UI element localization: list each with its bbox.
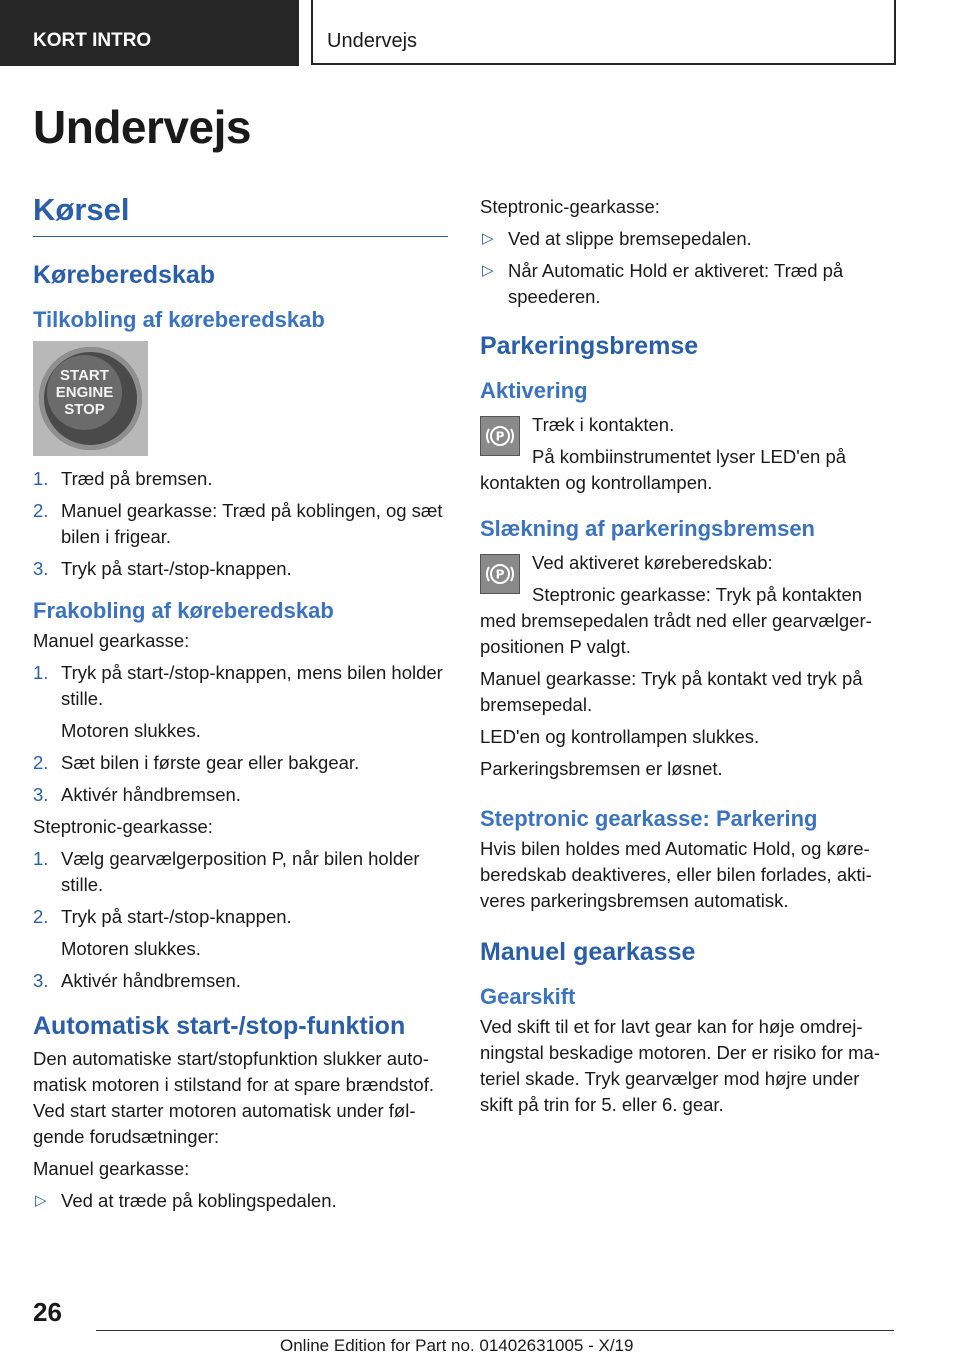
bullet-text: Ved at slippe bremsepedalen. bbox=[508, 228, 752, 249]
step-number: 3. bbox=[33, 558, 49, 579]
heading-tilkobling: Tilkobling af køreberedskab bbox=[33, 307, 325, 332]
step-number: 3. bbox=[33, 970, 49, 991]
heading-frakobling: Frakobling af køreberedskab bbox=[33, 598, 334, 623]
parking-brake-symbol bbox=[485, 421, 515, 451]
list-item bbox=[480, 258, 895, 310]
step-number: 2. bbox=[33, 752, 49, 773]
slaekning-p2: Steptronic gearkasse: Tryk på kontakten med bremsepedalen trådt ned eller gearvælgerpositionen P valgt. bbox=[480, 584, 872, 657]
triangle-bullet-icon: ▷ bbox=[482, 262, 494, 279]
steptronic-label-right: Steptronic-gearkasse: bbox=[480, 196, 660, 217]
step-number: 1. bbox=[33, 848, 49, 869]
list-item bbox=[33, 846, 448, 898]
step-text: Vælg gearvælgerposition P, når bilen holder stille. bbox=[61, 848, 420, 895]
aktivering-p2: På kombiinstrumentet lyser LED'en på kontakten og kontrollampen. bbox=[480, 446, 847, 493]
step-number: 2. bbox=[33, 906, 49, 927]
manuel-label: Manuel gearkasse: bbox=[33, 630, 190, 651]
heading-steptronic-parkering: Steptronic gearkasse: Parkering bbox=[480, 806, 818, 831]
slaekning-p4: LED'en og kontrollampen slukkes. bbox=[480, 726, 760, 747]
manuel-label-2: Manuel gearkasse: bbox=[33, 1158, 190, 1179]
bullet-text: Ved at træde på koblingspedalen. bbox=[61, 1190, 337, 1211]
slaekning-p1: Ved aktiveret køreberedskab: bbox=[532, 552, 773, 573]
triangle-bullet-icon: ▷ bbox=[35, 1192, 47, 1209]
tilkobling-steps bbox=[33, 466, 448, 582]
frakobling-manuel-steps bbox=[33, 660, 448, 808]
list-item bbox=[33, 498, 448, 550]
button-label-start: START bbox=[60, 367, 109, 384]
heading-slaekning: Slækning af parkeringsbremsen bbox=[480, 516, 815, 541]
svg-text:P: P bbox=[495, 567, 505, 582]
step-number: 2. bbox=[33, 500, 49, 521]
heading-aktivering: Aktivering bbox=[480, 378, 588, 403]
gearskift-paragraph: Ved skift til et for lavt gear kan for høje omdrejningstal beskadige motoren. Der er risiko for materiel skade. Tryk gearvælger mod højre under skift på trin for 5. eller 6. gear. bbox=[480, 1016, 880, 1115]
parking-brake-symbol bbox=[485, 559, 515, 589]
list-item bbox=[33, 466, 448, 492]
step-text: Manuel gearkasse: Træd på koblingen, og sæt bilen i frigear. bbox=[61, 500, 443, 547]
autostart-paragraph: Den automatiske start/stopfunktion slukker automatisk motoren i stilstand for at spare brændstof. Ved start starter motoren automatisk under følgende forudsætninger: bbox=[33, 1048, 435, 1147]
right-column bbox=[480, 194, 895, 1124]
list-item bbox=[33, 750, 448, 776]
page-title: Undervejs bbox=[33, 101, 251, 153]
bullet-text: Når Automatic Hold er aktiveret: Træd på speederen. bbox=[508, 260, 844, 307]
slaekning-p3: Manuel gearkasse: Tryk på kontakt ved tryk på bremsepedal. bbox=[480, 668, 863, 715]
step-subtext: Motoren slukkes. bbox=[61, 720, 201, 741]
list-item bbox=[33, 968, 448, 994]
page-number: 26 bbox=[33, 1297, 62, 1327]
step-number: 3. bbox=[33, 784, 49, 805]
step-number: 1. bbox=[33, 662, 49, 683]
frakobling-steptronic-steps bbox=[33, 846, 448, 994]
list-item bbox=[33, 660, 448, 744]
step-text: Tryk på start-/stop-knappen. bbox=[61, 558, 292, 579]
step-text: Tryk på start-/stop-knappen, mens bilen holder stille. bbox=[61, 662, 443, 709]
button-label-engine: ENGINE bbox=[55, 384, 114, 401]
heading-parkeringsbremse: Parkeringsbremse bbox=[480, 332, 699, 360]
heading-koreberedskab: Køreberedskab bbox=[33, 261, 216, 289]
steptronic-parkering-paragraph: Hvis bilen holdes med Automatic Hold, og køreberedskab deaktiveres, eller bilen forlades, aktiveres parkeringsbremsen automatisk. bbox=[480, 838, 872, 911]
triangle-bullet-icon: ▷ bbox=[482, 230, 494, 247]
footer-divider bbox=[96, 1330, 894, 1331]
heading-manuel-gearkasse: Manuel gearkasse bbox=[480, 938, 696, 966]
step-text: Træd på bremsen. bbox=[61, 468, 213, 489]
list-item bbox=[33, 782, 448, 808]
parking-brake-icon bbox=[480, 554, 520, 594]
aktivering-p1: Træk i kontakten. bbox=[532, 414, 675, 435]
aktivering-block bbox=[480, 412, 895, 496]
step-subtext: Motoren slukkes. bbox=[61, 938, 201, 959]
step-text: Sæt bilen i første gear eller bakgear. bbox=[61, 752, 360, 773]
step-text: Aktivér håndbremsen. bbox=[61, 784, 241, 805]
list-item bbox=[33, 556, 448, 582]
list-item bbox=[480, 226, 895, 252]
list-item bbox=[33, 1188, 448, 1214]
heading-gearskift: Gearskift bbox=[480, 984, 576, 1009]
parking-brake-icon bbox=[480, 416, 520, 456]
step-text: Aktivér håndbremsen. bbox=[61, 970, 241, 991]
section-heading-korsel: Kørsel bbox=[33, 192, 130, 227]
slaekning-block bbox=[480, 550, 895, 660]
heading-autostart: Automatisk start-/stop-funktion bbox=[33, 1012, 406, 1040]
manuel-bullets bbox=[33, 1188, 448, 1214]
button-label-stop: STOP bbox=[64, 401, 105, 418]
section-heading-korsel-wrap bbox=[33, 190, 448, 237]
steptronic-label: Steptronic-gearkasse: bbox=[33, 816, 213, 837]
steptronic-bullets bbox=[480, 226, 895, 310]
edition-text: Online Edition for Part no. 01402631005 - X/19 bbox=[280, 1336, 634, 1355]
button-face bbox=[47, 355, 122, 430]
section-tab: KORT INTRO bbox=[0, 0, 299, 66]
list-item bbox=[33, 904, 448, 962]
chapter-tab: Undervejs bbox=[311, 0, 896, 65]
left-column bbox=[33, 190, 448, 1220]
step-number: 1. bbox=[33, 468, 49, 489]
start-engine-stop-button-image bbox=[33, 341, 148, 456]
step-text: Tryk på start-/stop-knappen. bbox=[61, 906, 292, 927]
header-bar bbox=[0, 0, 960, 66]
slaekning-p5: Parkeringsbremsen er løsnet. bbox=[480, 758, 723, 779]
svg-text:P: P bbox=[495, 429, 505, 444]
